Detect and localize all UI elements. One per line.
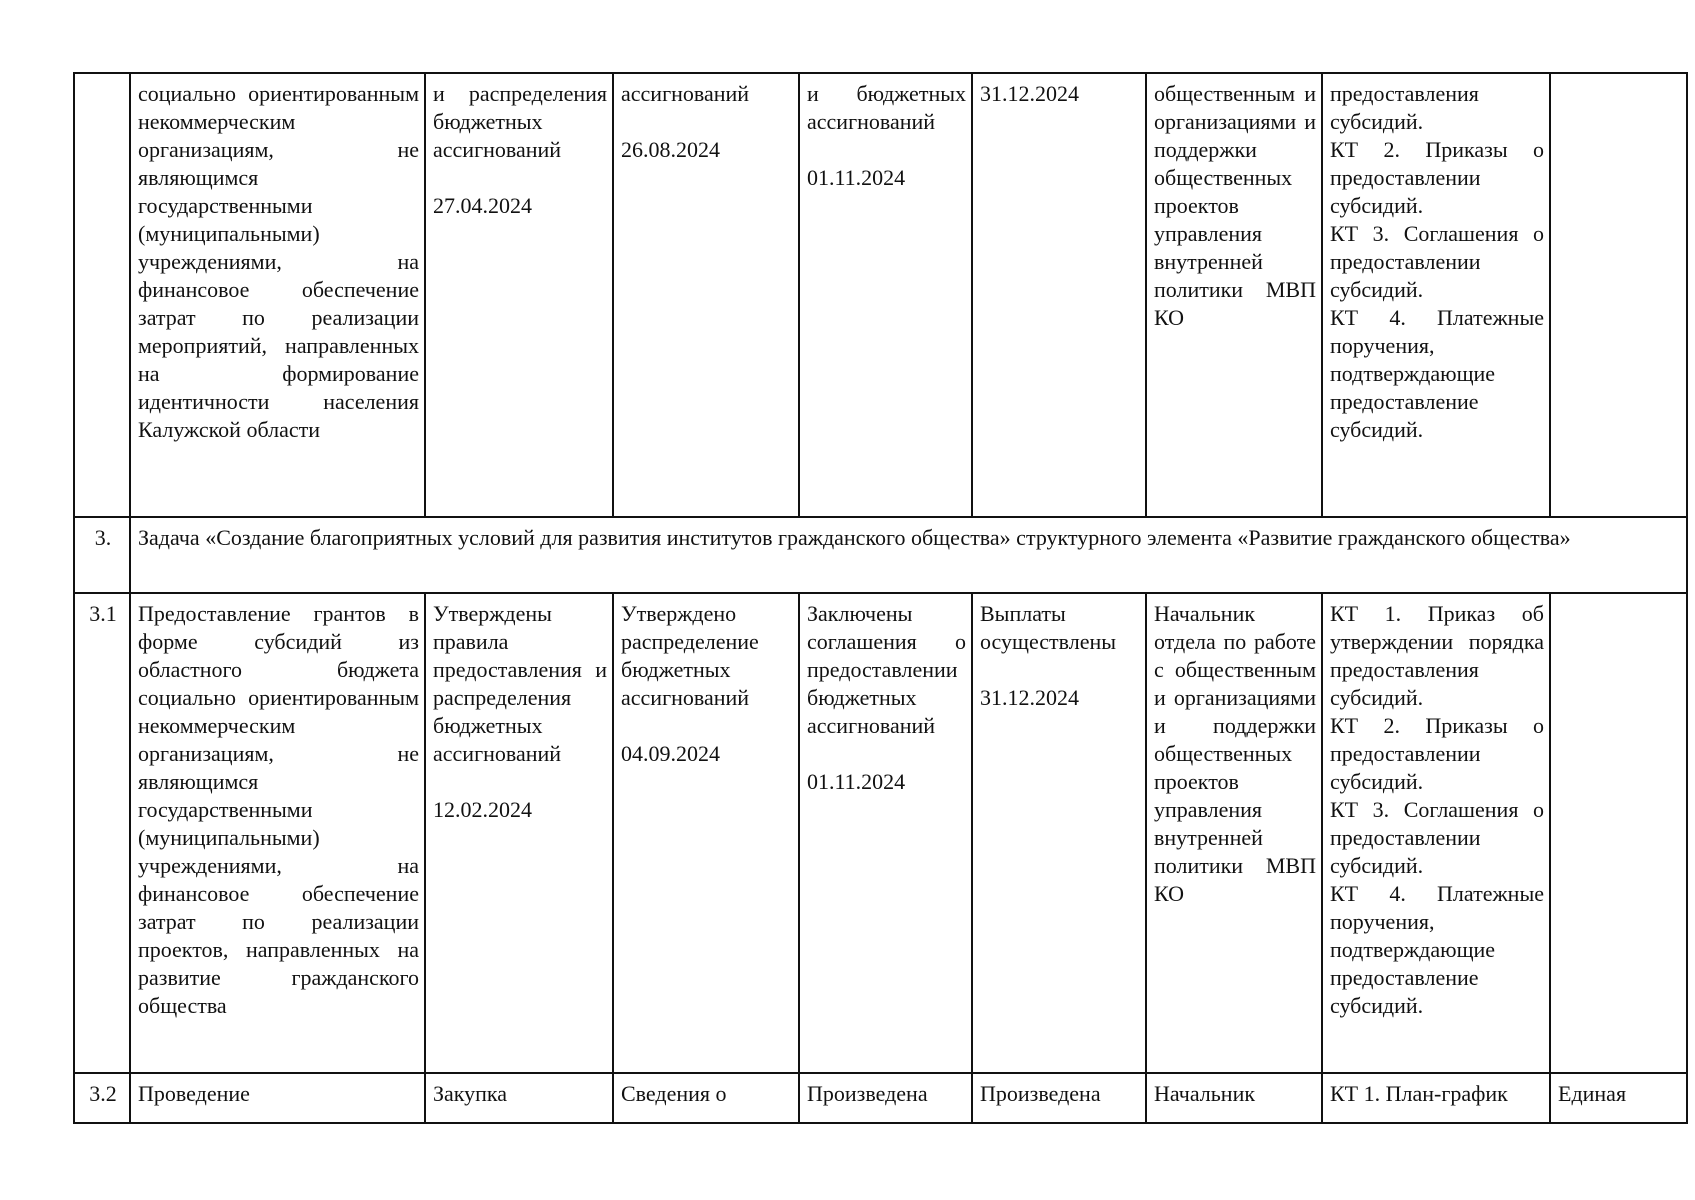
information-system-cell	[1550, 73, 1687, 517]
control-point-1-cell: Утверждены правила предоставления и распределения бюджетных ассигнований 12.02.2024	[425, 593, 613, 1073]
control-point-3-cell: и бюджетных ассигнований 01.11.2024	[799, 73, 972, 517]
information-system-cell	[1550, 593, 1687, 1073]
control-point-1-cell: Закупка	[425, 1073, 613, 1123]
confirming-documents-cell: КТ 1. Приказ об утверждении порядка предоставления субсидий. КТ 2. Приказы о предоставлении субсидий. КТ 3. Соглашения о предоставлении субсидий. КТ 4. Платежные поручения, подтверждающие предоставление субсидий.	[1322, 593, 1550, 1073]
table-row	[74, 593, 1687, 1073]
control-point-4-cell: Выплаты осуществлены 31.12.2024	[972, 593, 1146, 1073]
document-table	[73, 72, 1688, 1124]
table-row	[74, 517, 1687, 593]
responsible-person-cell: общественным и организациями и поддержки общественных проектов управления внутренней политики МВП КО	[1146, 73, 1322, 517]
confirming-documents-cell: предоставления субсидий. КТ 2. Приказы о предоставлении субсидий. КТ 3. Соглашения о предоставлении субсидий. КТ 4. Платежные поручения, подтверждающие предоставление субсидий.	[1322, 73, 1550, 517]
confirming-documents-cell: КТ 1. План-график	[1322, 1073, 1550, 1123]
information-system-cell: Единая	[1550, 1073, 1687, 1123]
control-point-1-cell: и распределения бюджетных ассигнований 27.04.2024	[425, 73, 613, 517]
event-name-cell: Проведение	[130, 1073, 425, 1123]
responsible-person-cell: Начальник	[1146, 1073, 1322, 1123]
row-number: 3.2	[74, 1073, 130, 1123]
control-point-3-cell: Произведена	[799, 1073, 972, 1123]
responsible-person-cell: Начальник отдела по работе с общественным и организациями и поддержки общественных проектов управления внутренней политики МВП КО	[1146, 593, 1322, 1073]
table-row	[74, 1073, 1687, 1123]
row-number: 3.	[74, 517, 130, 593]
control-point-2-cell: Утверждено распределение бюджетных ассигнований 04.09.2024	[613, 593, 799, 1073]
control-point-3-cell: Заключены соглашения о предоставлении бюджетных ассигнований 01.11.2024	[799, 593, 972, 1073]
control-point-2-cell: ассигнований 26.08.2024	[613, 73, 799, 517]
row-number: 3.1	[74, 593, 130, 1073]
table-row	[74, 73, 1687, 517]
event-name-cell: Предоставление грантов в форме субсидий из областного бюджета социально ориентированным некоммерческим организациям, не являющимся государственными (муниципальными) учреждениями, на финансовое обеспечение затрат по реализации проектов, направленных на развитие гражданского общества	[130, 593, 425, 1073]
control-point-4-cell: 31.12.2024	[972, 73, 1146, 517]
row-number	[74, 73, 130, 517]
event-name-cell: социально ориентированным некоммерческим организациям, не являющимся государственными (муниципальными) учреждениями, на финансовое обеспечение затрат по реализации мероприятий, направленных на формирование идентичности населения Калужской области	[130, 73, 425, 517]
control-point-4-cell: Произведена	[972, 1073, 1146, 1123]
control-point-2-cell: Сведения о	[613, 1073, 799, 1123]
task-title-cell: Задача «Создание благоприятных условий для развития институтов гражданского общества» структурного элемента «Развитие гражданского общества»	[130, 517, 1687, 593]
